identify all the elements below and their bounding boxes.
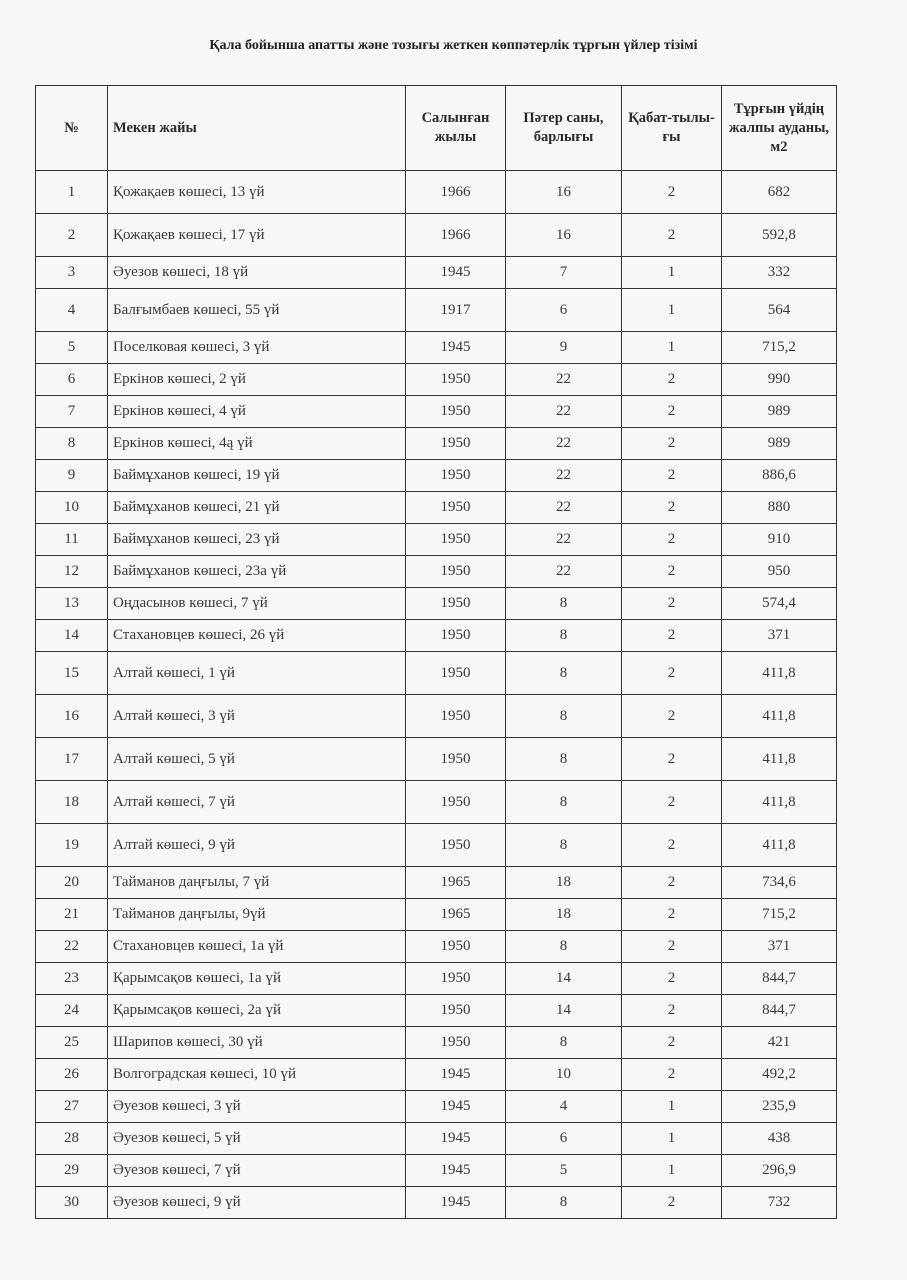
cell-floors: 2: [622, 214, 722, 257]
table-row: [36, 781, 837, 824]
cell-no: 22: [36, 931, 108, 963]
cell-address: Әуезов көшесі, 7 үй: [108, 1155, 406, 1187]
cell-area: 332: [722, 257, 837, 289]
cell-year: 1950: [406, 995, 506, 1027]
cell-year: 1950: [406, 963, 506, 995]
cell-area: 880: [722, 492, 837, 524]
cell-area: 371: [722, 620, 837, 652]
cell-floors: 2: [622, 899, 722, 931]
cell-no: 19: [36, 824, 108, 867]
cell-flats: 18: [506, 899, 622, 931]
cell-floors: 2: [622, 824, 722, 867]
cell-year: 1945: [406, 1187, 506, 1219]
table-row: [36, 695, 837, 738]
cell-address: Алтай көшесі, 9 үй: [108, 824, 406, 867]
cell-year: 1950: [406, 460, 506, 492]
cell-flats: 16: [506, 171, 622, 214]
cell-floors: 2: [622, 428, 722, 460]
header-no: №: [36, 86, 108, 171]
cell-address: Алтай көшесі, 1 үй: [108, 652, 406, 695]
header-area: Тұрғын үйдің жалпы ауданы, м2: [722, 86, 837, 171]
cell-year: 1965: [406, 899, 506, 931]
cell-year: 1950: [406, 652, 506, 695]
table-row: [36, 289, 837, 332]
cell-no: 29: [36, 1155, 108, 1187]
cell-floors: 2: [622, 931, 722, 963]
cell-floors: 2: [622, 738, 722, 781]
table-row: [36, 1027, 837, 1059]
cell-area: 574,4: [722, 588, 837, 620]
cell-floors: 1: [622, 1091, 722, 1123]
cell-address: Стахановцев көшесі, 1а үй: [108, 931, 406, 963]
cell-area: 715,2: [722, 332, 837, 364]
table-row: [36, 492, 837, 524]
cell-flats: 22: [506, 492, 622, 524]
cell-area: 371: [722, 931, 837, 963]
cell-area: 682: [722, 171, 837, 214]
table-row: [36, 396, 837, 428]
cell-address: Оңдасынов көшесі, 7 үй: [108, 588, 406, 620]
cell-year: 1945: [406, 1091, 506, 1123]
cell-flats: 8: [506, 1027, 622, 1059]
cell-year: 1950: [406, 524, 506, 556]
cell-year: 1950: [406, 588, 506, 620]
cell-year: 1950: [406, 620, 506, 652]
table-row: [36, 1091, 837, 1123]
cell-area: 844,7: [722, 963, 837, 995]
cell-floors: 2: [622, 867, 722, 899]
cell-area: 411,8: [722, 781, 837, 824]
cell-floors: 2: [622, 171, 722, 214]
cell-no: 6: [36, 364, 108, 396]
cell-address: Қожақаев көшесі, 13 үй: [108, 171, 406, 214]
cell-year: 1950: [406, 556, 506, 588]
cell-floors: 2: [622, 556, 722, 588]
cell-flats: 8: [506, 1187, 622, 1219]
cell-floors: 1: [622, 257, 722, 289]
cell-flats: 14: [506, 995, 622, 1027]
cell-address: Баймұханов көшесі, 19 үй: [108, 460, 406, 492]
page-title: Қала бойынша апатты және тозығы жеткен көппәтерлік тұрғын үйлер тізімі: [209, 38, 698, 53]
cell-no: 2: [36, 214, 108, 257]
cell-no: 9: [36, 460, 108, 492]
cell-address: Тайманов даңғылы, 7 үй: [108, 867, 406, 899]
cell-flats: 22: [506, 396, 622, 428]
cell-floors: 2: [622, 588, 722, 620]
cell-no: 15: [36, 652, 108, 695]
cell-no: 4: [36, 289, 108, 332]
cell-year: 1966: [406, 214, 506, 257]
cell-area: 421: [722, 1027, 837, 1059]
table-row: [36, 1187, 837, 1219]
cell-year: 1950: [406, 364, 506, 396]
cell-address: Тайманов даңғылы, 9үй: [108, 899, 406, 931]
cell-area: 732: [722, 1187, 837, 1219]
table-row: [36, 738, 837, 781]
cell-area: 411,8: [722, 652, 837, 695]
cell-flats: 8: [506, 695, 622, 738]
cell-address: Поселковая көшесі, 3 үй: [108, 332, 406, 364]
cell-flats: 5: [506, 1155, 622, 1187]
cell-area: 910: [722, 524, 837, 556]
cell-flats: 8: [506, 738, 622, 781]
cell-flats: 8: [506, 652, 622, 695]
table-row: [36, 931, 837, 963]
table-row: [36, 214, 837, 257]
table-row: [36, 460, 837, 492]
cell-year: 1950: [406, 695, 506, 738]
cell-no: 8: [36, 428, 108, 460]
cell-no: 13: [36, 588, 108, 620]
table-header-row: [36, 86, 837, 171]
table-row: [36, 1155, 837, 1187]
table-row: [36, 963, 837, 995]
cell-no: 28: [36, 1123, 108, 1155]
cell-year: 1950: [406, 738, 506, 781]
cell-no: 7: [36, 396, 108, 428]
cell-flats: 9: [506, 332, 622, 364]
cell-year: 1950: [406, 931, 506, 963]
cell-address: Стахановцев көшесі, 26 үй: [108, 620, 406, 652]
header-address: Мекен жайы: [108, 86, 406, 171]
cell-floors: 2: [622, 1027, 722, 1059]
table-row: [36, 899, 837, 931]
cell-address: Еркінов көшесі, 4 үй: [108, 396, 406, 428]
cell-address: Еркінов көшесі, 2 үй: [108, 364, 406, 396]
cell-area: 438: [722, 1123, 837, 1155]
cell-floors: 2: [622, 963, 722, 995]
cell-floors: 1: [622, 289, 722, 332]
cell-no: 17: [36, 738, 108, 781]
cell-area: 411,8: [722, 738, 837, 781]
cell-address: Қарымсақов көшесі, 2а үй: [108, 995, 406, 1027]
table-row: [36, 556, 837, 588]
cell-year: 1950: [406, 492, 506, 524]
cell-no: 14: [36, 620, 108, 652]
cell-year: 1950: [406, 781, 506, 824]
cell-floors: 2: [622, 781, 722, 824]
cell-address: Әуезов көшесі, 9 үй: [108, 1187, 406, 1219]
cell-area: 844,7: [722, 995, 837, 1027]
table-row: [36, 867, 837, 899]
cell-address: Алтай көшесі, 5 үй: [108, 738, 406, 781]
cell-flats: 8: [506, 824, 622, 867]
table-row: [36, 171, 837, 214]
cell-address: Балғымбаев көшесі, 55 үй: [108, 289, 406, 332]
table-row: [36, 428, 837, 460]
cell-no: 23: [36, 963, 108, 995]
cell-no: 1: [36, 171, 108, 214]
cell-address: Әуезов көшесі, 5 үй: [108, 1123, 406, 1155]
cell-flats: 22: [506, 460, 622, 492]
header-flats: Пәтер саны, барлығы: [506, 86, 622, 171]
cell-flats: 22: [506, 556, 622, 588]
cell-address: Баймұханов көшесі, 23 үй: [108, 524, 406, 556]
cell-area: 235,9: [722, 1091, 837, 1123]
cell-area: 296,9: [722, 1155, 837, 1187]
cell-address: Қарымсақов көшесі, 1а үй: [108, 963, 406, 995]
table-row: [36, 524, 837, 556]
cell-flats: 7: [506, 257, 622, 289]
cell-flats: 8: [506, 781, 622, 824]
cell-address: Алтай көшесі, 7 үй: [108, 781, 406, 824]
table-row: [36, 364, 837, 396]
cell-floors: 2: [622, 396, 722, 428]
cell-flats: 18: [506, 867, 622, 899]
cell-flats: 8: [506, 588, 622, 620]
cell-no: 16: [36, 695, 108, 738]
cell-area: 989: [722, 428, 837, 460]
cell-floors: 2: [622, 695, 722, 738]
cell-flats: 16: [506, 214, 622, 257]
cell-flats: 22: [506, 364, 622, 396]
cell-floors: 2: [622, 524, 722, 556]
cell-floors: 2: [622, 1187, 722, 1219]
cell-area: 715,2: [722, 899, 837, 931]
table-body: [36, 171, 837, 1219]
cell-address: Әуезов көшесі, 3 үй: [108, 1091, 406, 1123]
cell-floors: 2: [622, 492, 722, 524]
table-row: [36, 652, 837, 695]
cell-address: Шарипов көшесі, 30 үй: [108, 1027, 406, 1059]
cell-no: 18: [36, 781, 108, 824]
cell-no: 25: [36, 1027, 108, 1059]
cell-area: 492,2: [722, 1059, 837, 1091]
cell-floors: 2: [622, 995, 722, 1027]
cell-area: 989: [722, 396, 837, 428]
cell-no: 20: [36, 867, 108, 899]
cell-year: 1945: [406, 257, 506, 289]
cell-flats: 22: [506, 524, 622, 556]
cell-floors: 2: [622, 620, 722, 652]
table-row: [36, 588, 837, 620]
cell-year: 1945: [406, 1155, 506, 1187]
table-row: [36, 1059, 837, 1091]
cell-no: 3: [36, 257, 108, 289]
cell-year: 1950: [406, 396, 506, 428]
cell-flats: 8: [506, 620, 622, 652]
header-floors: Қабат-тылы-ғы: [622, 86, 722, 171]
cell-floors: 1: [622, 1155, 722, 1187]
cell-no: 10: [36, 492, 108, 524]
cell-floors: 2: [622, 364, 722, 396]
table-row: [36, 332, 837, 364]
cell-address: Алтай көшесі, 3 үй: [108, 695, 406, 738]
cell-area: 592,8: [722, 214, 837, 257]
cell-year: 1950: [406, 1027, 506, 1059]
cell-no: 21: [36, 899, 108, 931]
cell-address: Волгоградская көшесі, 10 үй: [108, 1059, 406, 1091]
cell-floors: 2: [622, 460, 722, 492]
table-row: [36, 1123, 837, 1155]
cell-flats: 6: [506, 289, 622, 332]
cell-floors: 2: [622, 1059, 722, 1091]
cell-year: 1917: [406, 289, 506, 332]
cell-area: 411,8: [722, 695, 837, 738]
cell-no: 30: [36, 1187, 108, 1219]
cell-area: 990: [722, 364, 837, 396]
table-row: [36, 257, 837, 289]
table-row: [36, 995, 837, 1027]
cell-no: 11: [36, 524, 108, 556]
cell-no: 26: [36, 1059, 108, 1091]
cell-area: 564: [722, 289, 837, 332]
cell-floors: 1: [622, 1123, 722, 1155]
cell-area: 734,6: [722, 867, 837, 899]
cell-no: 24: [36, 995, 108, 1027]
cell-flats: 6: [506, 1123, 622, 1155]
cell-area: 886,6: [722, 460, 837, 492]
table-row: [36, 824, 837, 867]
cell-year: 1966: [406, 171, 506, 214]
cell-year: 1945: [406, 1059, 506, 1091]
housing-table: [35, 85, 837, 1219]
cell-address: Әуезов көшесі, 18 үй: [108, 257, 406, 289]
cell-flats: 8: [506, 931, 622, 963]
cell-year: 1945: [406, 332, 506, 364]
cell-floors: 2: [622, 652, 722, 695]
cell-flats: 14: [506, 963, 622, 995]
cell-no: 5: [36, 332, 108, 364]
cell-flats: 10: [506, 1059, 622, 1091]
cell-year: 1950: [406, 824, 506, 867]
cell-address: Еркінов көшесі, 4ą үй: [108, 428, 406, 460]
cell-address: Баймұханов көшесі, 21 үй: [108, 492, 406, 524]
cell-area: 411,8: [722, 824, 837, 867]
table-row: [36, 620, 837, 652]
cell-year: 1945: [406, 1123, 506, 1155]
cell-floors: 1: [622, 332, 722, 364]
cell-no: 27: [36, 1091, 108, 1123]
cell-year: 1965: [406, 867, 506, 899]
cell-address: Баймұханов көшесі, 23а үй: [108, 556, 406, 588]
cell-no: 12: [36, 556, 108, 588]
cell-flats: 4: [506, 1091, 622, 1123]
cell-area: 950: [722, 556, 837, 588]
cell-flats: 22: [506, 428, 622, 460]
header-year: Салынған жылы: [406, 86, 506, 171]
cell-address: Қожақаев көшесі, 17 үй: [108, 214, 406, 257]
cell-year: 1950: [406, 428, 506, 460]
